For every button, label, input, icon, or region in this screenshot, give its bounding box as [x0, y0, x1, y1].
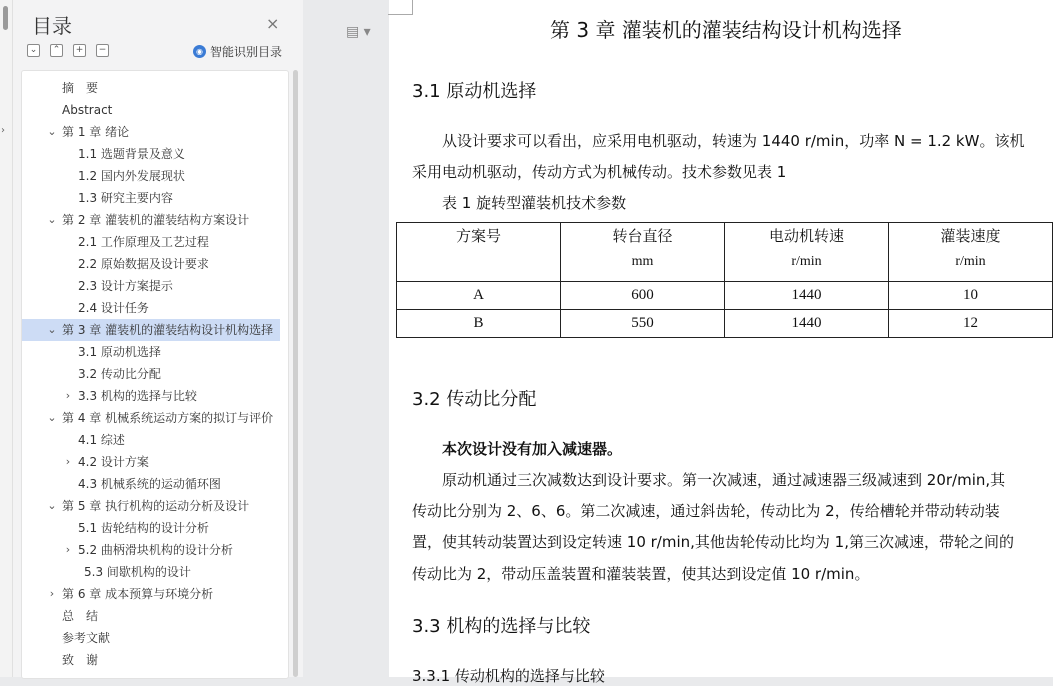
subsection-3-3-1-title: 3.3.1 传动机构的选择与比较: [412, 667, 605, 685]
table-header-cell: 方案号: [397, 223, 561, 282]
toc-item-label: 第 5 章 执行机构的运动分析及设计: [62, 499, 250, 513]
table-cell: B: [397, 310, 561, 338]
toc-item[interactable]: [22, 297, 280, 319]
table-cell: 550: [561, 310, 725, 338]
toc-item-label: 3.2 传动比分配: [78, 367, 161, 381]
table-cell: 10: [889, 282, 1053, 310]
toc-item[interactable]: [22, 451, 280, 473]
toc-item[interactable]: [22, 99, 280, 121]
toc-item[interactable]: [22, 275, 280, 297]
toc-item-label: 2.4 设计任务: [78, 301, 149, 315]
paragraph-line: 传动比分别为 2、6、6。第二次减速，通过斜齿轮，传动比为 2，传给槽轮并带动转动装: [412, 502, 1000, 520]
chevron-right-icon[interactable]: ›: [65, 543, 71, 556]
chevron-down-icon[interactable]: ⌄: [47, 125, 57, 138]
chevron-down-icon[interactable]: ⌄: [47, 323, 57, 336]
table-header-cell: 灌装速度 r/min: [889, 223, 1053, 282]
toc-item[interactable]: [22, 341, 280, 363]
chevron-right-icon[interactable]: ›: [65, 389, 71, 402]
toc-item-label: 5.3 间歇机构的设计: [84, 565, 191, 579]
toc-item[interactable]: [22, 77, 280, 99]
paragraph-line: 采用电动机驱动，传动方式为机械传动。技术参数见表 1: [412, 163, 787, 181]
spec-table: [396, 222, 1053, 338]
smart-toc-button[interactable]: [193, 43, 282, 60]
toc-item[interactable]: [22, 495, 280, 517]
toc-item[interactable]: [22, 429, 280, 451]
paragraph-line: 从设计要求可以看出，应采用电机驱动，转速为 1440 r/min，功率 N = 1.2 kW。该机: [412, 132, 1025, 150]
toc-item-label: 1.1 选题背景及意义: [78, 147, 185, 161]
toc-item[interactable]: [22, 539, 280, 561]
page-view-icon[interactable]: ▤ ▾: [346, 24, 371, 40]
chevron-right-icon[interactable]: ›: [49, 587, 55, 600]
toc-item-label: 4.3 机械系统的运动循环图: [78, 477, 221, 491]
toc-item-label: 第 3 章 灌装机的灌装结构设计机构选择: [62, 323, 274, 337]
remove-heading-button[interactable]: −: [96, 44, 109, 57]
table-row: [397, 282, 1053, 310]
toc-item[interactable]: [22, 407, 280, 429]
toc-item[interactable]: [22, 231, 280, 253]
table-cell: A: [397, 282, 561, 310]
toc-item-label: 2.1 工作原理及工艺过程: [78, 235, 209, 249]
toc-item-label: 2.2 原始数据及设计要求: [78, 257, 209, 271]
toc-item-label: 1.2 国内外发展现状: [78, 169, 185, 183]
toc-item[interactable]: [22, 319, 280, 341]
table-row: [397, 310, 1053, 338]
chevron-down-icon[interactable]: ⌄: [47, 213, 57, 226]
table-header-row: [397, 223, 1053, 282]
toc-item[interactable]: [22, 187, 280, 209]
smart-toc-icon: ◉: [193, 45, 206, 58]
toc-item[interactable]: [22, 605, 280, 627]
chevron-right-icon[interactable]: ›: [65, 455, 71, 468]
page-margin-marker: [388, 0, 413, 15]
section-3-1-title: 3.1 原动机选择: [412, 81, 537, 102]
chapter-title: 第 3 章 灌装机的灌装结构设计机构选择: [550, 18, 902, 42]
chevron-right-icon[interactable]: ›: [1, 125, 5, 136]
section-3-3-title: 3.3 机构的选择与比较: [412, 616, 591, 637]
toc-item[interactable]: [22, 385, 280, 407]
toc-scrollbar[interactable]: [289, 70, 301, 677]
toc-item[interactable]: [22, 143, 280, 165]
add-heading-button[interactable]: +: [73, 44, 86, 57]
table-cell: 1440: [725, 310, 889, 338]
chevron-down-icon[interactable]: ⌄: [47, 411, 57, 424]
paragraph-line: 置，使其转动装置达到设定转速 10 r/min,其他齿轮传动比均为 1,第三次减速，带轮之间的: [412, 533, 1014, 551]
paragraph-line: 原动机通过三次减数达到设计要求。第一次减速，通过减速器三级减速到 20r/min,其: [412, 471, 1006, 489]
table-cell: 1440: [725, 282, 889, 310]
toc-item-label: 1.3 研究主要内容: [78, 191, 173, 205]
table-cell: 600: [561, 282, 725, 310]
collapse-all-button[interactable]: ⌃: [50, 44, 63, 57]
toc-item-label: 2.3 设计方案提示: [78, 279, 173, 293]
toc-panel-title: 目录: [32, 14, 72, 38]
toc-item[interactable]: [22, 209, 280, 231]
table-header-cell: 电动机转速 r/min: [725, 223, 889, 282]
table-cell: 12: [889, 310, 1053, 338]
toc-list[interactable]: [21, 70, 289, 679]
toc-item-label: 第 6 章 成本预算与环境分析: [62, 587, 214, 601]
outer-scrollbar[interactable]: [0, 0, 13, 677]
toc-item-label: 4.2 设计方案: [78, 455, 149, 469]
toc-item-label: 总 结: [62, 609, 99, 623]
toc-item-label: Abstract: [62, 103, 113, 117]
toc-item[interactable]: [22, 627, 280, 649]
toc-item[interactable]: [22, 165, 280, 187]
close-icon[interactable]: ×: [266, 14, 280, 33]
toc-item[interactable]: [22, 253, 280, 275]
bold-statement: 本次设计没有加入减速器。: [412, 440, 623, 458]
toc-item-label: 3.1 原动机选择: [78, 345, 161, 359]
toc-item-label: 摘 要: [62, 81, 99, 95]
table-caption: 表 1 旋转型灌装机技术参数: [412, 194, 627, 212]
toc-item-label: 4.1 综述: [78, 433, 125, 447]
table-header-cell: 转台直径 mm: [561, 223, 725, 282]
outer-scrollbar-thumb[interactable]: [3, 6, 8, 30]
chevron-down-icon[interactable]: ⌄: [47, 499, 57, 512]
toc-item[interactable]: [22, 517, 280, 539]
toc-item[interactable]: [22, 649, 280, 671]
expand-all-button[interactable]: ⌄: [27, 44, 40, 57]
toc-item-label: 致 谢: [62, 653, 99, 667]
toc-scrollbar-thumb[interactable]: [293, 70, 298, 677]
toc-item-label: 5.1 齿轮结构的设计分析: [78, 521, 209, 535]
toc-item[interactable]: [22, 121, 280, 143]
toc-item-label: 第 1 章 绪论: [62, 125, 130, 139]
smart-toc-label: 智能识别目录: [210, 45, 283, 59]
paragraph-line: 传动比为 2，带动压盖装置和灌装装置，使其达到设定值 10 r/min。: [412, 565, 870, 583]
toc-item[interactable]: [22, 561, 280, 583]
toc-panel: [13, 0, 303, 677]
toc-item-label: 第 4 章 机械系统运动方案的拟订与评价: [62, 411, 274, 425]
toc-item[interactable]: [22, 473, 280, 495]
toc-item-label: 5.2 曲柄滑块机构的设计分析: [78, 543, 233, 557]
toc-item-label: 3.3 机构的选择与比较: [78, 389, 197, 403]
toc-item-label: 参考文献: [62, 631, 111, 645]
section-3-2-title: 3.2 传动比分配: [412, 389, 537, 410]
toc-item[interactable]: [22, 363, 280, 385]
toc-item[interactable]: [22, 583, 280, 605]
toc-toolbar: [27, 44, 109, 57]
toc-item-label: 第 2 章 灌装机的灌装结构方案设计: [62, 213, 250, 227]
